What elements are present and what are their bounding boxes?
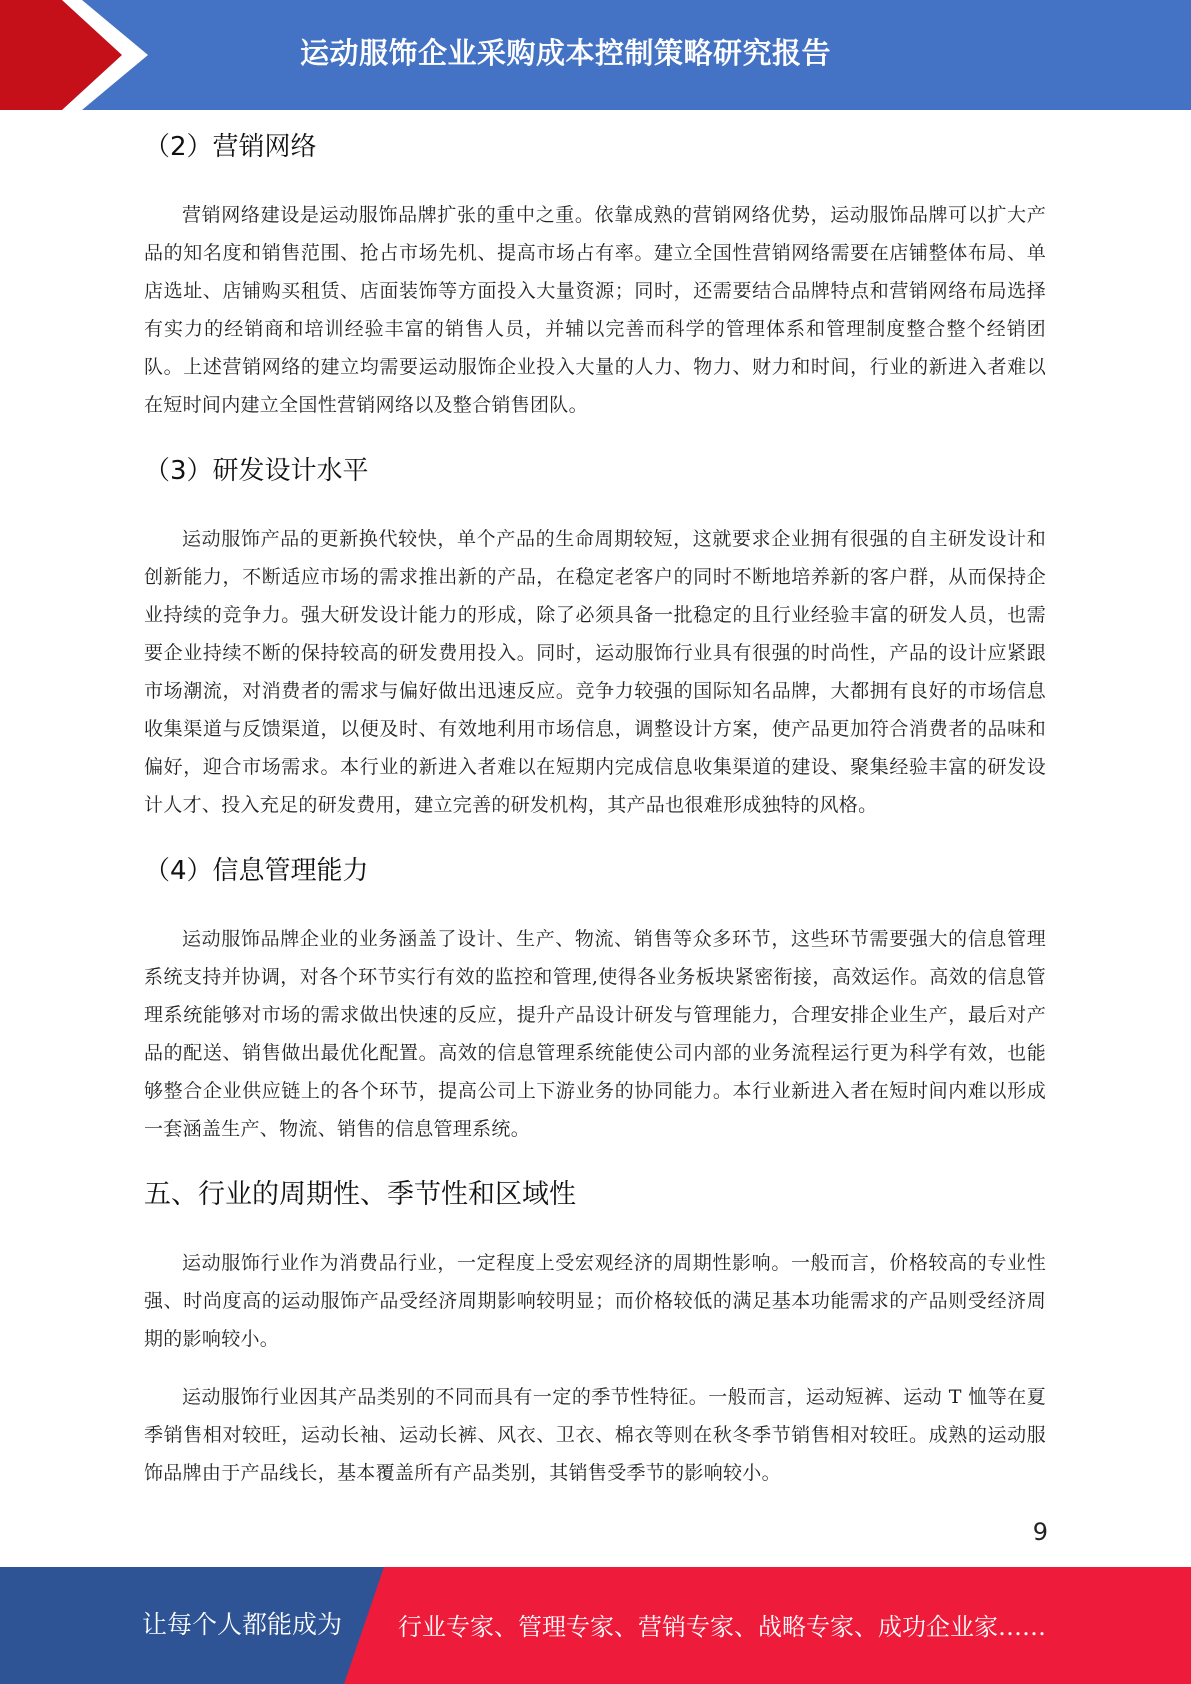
section-heading: （3）研发设计水平	[144, 456, 369, 486]
footer-slogan-right: 行业专家、管理专家、营销专家、战略专家、成功企业家……	[398, 1613, 1046, 1641]
section-information-management	[144, 842, 1046, 1148]
report-title: 运动服饰企业采购成本控制策略研究报告	[300, 36, 832, 70]
page-content	[144, 118, 1046, 1510]
section-heading: （4）信息管理能力	[144, 856, 369, 886]
page-number: 9	[1032, 1518, 1048, 1546]
chapter-heading: 五、行业的周期性、季节性和区域性	[144, 1179, 576, 1210]
body-paragraph: 运动服饰行业因其产品类别的不同而具有一定的季节性特征。一般而言，运动短裤、运动 T 恤等在夏季销售相对较旺，运动长袖、运动长裤、风衣、卫衣、棉衣等则在秋冬季节销售相对较旺。成熟的运动服饰品牌由于产品线长，基本覆盖所有产品类别，其销售受季节的影响较小。	[144, 1386, 1046, 1484]
chapter-cyclicality	[144, 1166, 1046, 1492]
section-rd-design	[144, 442, 1046, 824]
header-banner	[0, 0, 1191, 110]
section-heading: （2）营销网络	[144, 132, 317, 162]
body-paragraph: 运动服饰品牌企业的业务涵盖了设计、生产、物流、销售等众多环节，这些环节需要强大的信息管理系统支持并协调，对各个环节实行有效的监控和管理,使得各业务板块紧密衔接，高效运作。高效的信息管理系统能够对市场的需求做出快速的反应，提升产品设计研发与管理能力，合理安排企业生产，最后对产品的配送、销售做出最优化配置。高效的信息管理系统能使公司内部的业务流程运行更为科学有效，也能够整合企业供应链上的各个环节，提高公司上下游业务的协同能力。本行业新进入者在短时间内难以形成一套涵盖生产、物流、销售的信息管理系统。	[144, 928, 1046, 1140]
body-paragraph: 运动服饰产品的更新换代较快，单个产品的生命周期较短，这就要求企业拥有很强的自主研发设计和创新能力，不断适应市场的需求推出新的产品，在稳定老客户的同时不断地培养新的客户群，从而保持企业持续的竞争力。强大研发设计能力的形成，除了必须具备一批稳定的且行业经验丰富的研发人员，也需要企业持续不断的保持较高的研发费用投入。同时，运动服饰行业具有很强的时尚性，产品的设计应紧跟市场潮流，对消费者的需求与偏好做出迅速反应。竞争力较强的国际知名品牌，大都拥有良好的市场信息收集渠道与反馈渠道，以便及时、有效地利用市场信息，调整设计方案，使产品更加符合消费者的品味和偏好，迎合市场需求。本行业的新进入者难以在短期内完成信息收集渠道的建设、聚集经验丰富的研发设计人才、投入充足的研发费用，建立完善的研发机构，其产品也很难形成独特的风格。	[144, 528, 1046, 816]
body-paragraph: 营销网络建设是运动服饰品牌扩张的重中之重。依靠成熟的营销网络优势，运动服饰品牌可以扩大产品的知名度和销售范围、抢占市场先机、提高市场占有率。建立全国性营销网络需要在店铺整体布局、单店选址、店铺购买租赁、店面装饰等方面投入大量资源；同时，还需要结合品牌特点和营销网络布局选择有实力的经销商和培训经验丰富的销售人员，并辅以完善而科学的管理体系和管理制度整合整个经销团队。上述营销网络的建立均需要运动服饰企业投入大量的人力、物力、财力和时间，行业的新进入者难以在短时间内建立全国性营销网络以及整合销售团队。	[144, 204, 1046, 416]
body-paragraph: 运动服饰行业作为消费品行业，一定程度上受宏观经济的周期性影响。一般而言，价格较高的专业性强、时尚度高的运动服饰产品受经济周期影响较明显；而价格较低的满足基本功能需求的产品则受经济周期的影响较小。	[144, 1252, 1046, 1350]
footer-slogan-left: 让每个人都能成为	[142, 1610, 343, 1639]
footer-banner	[0, 1567, 1191, 1684]
section-marketing-network	[144, 118, 1046, 424]
